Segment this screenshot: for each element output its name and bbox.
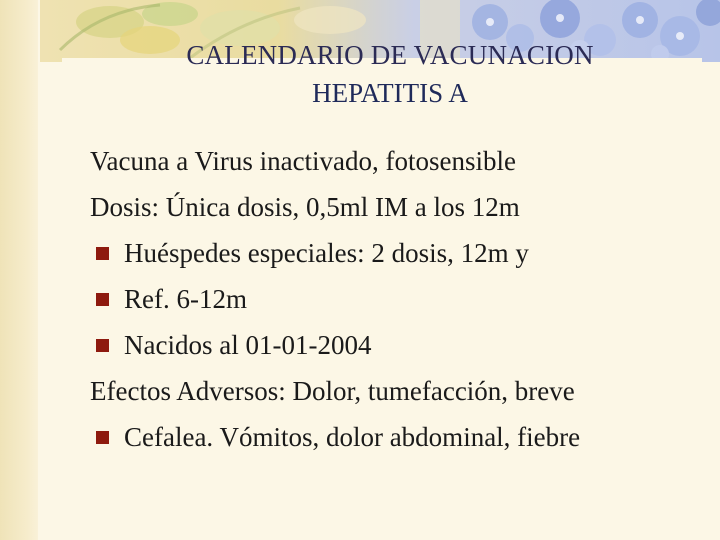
bullet-text: Ref. 6-12m bbox=[124, 284, 247, 314]
bullet-item bbox=[90, 414, 710, 460]
line-text: Efectos Adversos: Dolor, tumefacción, breve bbox=[90, 376, 575, 406]
text-line bbox=[90, 138, 710, 184]
bullet-text: Nacidos al 01-01-2004 bbox=[124, 330, 372, 360]
square-bullet-icon bbox=[96, 339, 109, 352]
bullet-item bbox=[90, 230, 710, 276]
bullet-text: Cefalea. Vómitos, dolor abdominal, fiebre bbox=[124, 422, 581, 452]
text-line bbox=[90, 368, 710, 414]
square-bullet-icon bbox=[96, 431, 109, 444]
slide-body bbox=[90, 138, 710, 460]
square-bullet-icon bbox=[96, 293, 109, 306]
slide-subtitle: HEPATITIS A bbox=[312, 78, 468, 108]
line-text: Dosis: Única dosis, 0,5ml IM a los 12m bbox=[90, 192, 520, 222]
square-bullet-icon bbox=[96, 247, 109, 260]
text-line bbox=[90, 184, 710, 230]
bullet-item bbox=[90, 276, 710, 322]
line-text: Vacuna a Virus inactivado, fotosensible bbox=[90, 146, 517, 176]
bullet-text: Huéspedes especiales: 2 dosis, 12m y bbox=[124, 238, 529, 268]
bullet-item bbox=[90, 322, 710, 368]
slide-title: CALENDARIO DE VACUNACION bbox=[186, 40, 594, 70]
